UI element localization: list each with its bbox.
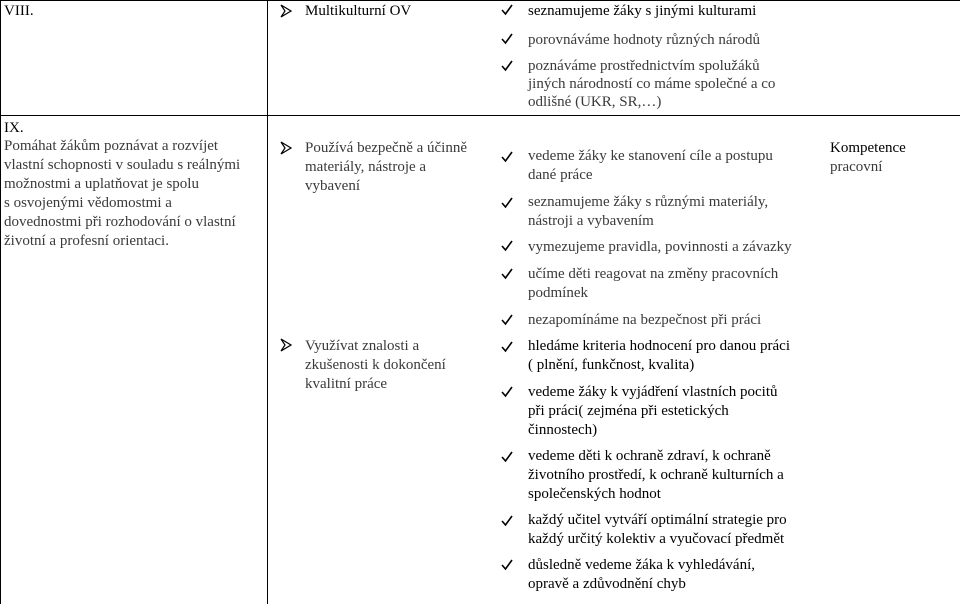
row9-g2-item-4-line-2: každý určitý kolektiv a vyučovací předmět — [528, 531, 785, 547]
table-border-left — [0, 0, 1, 604]
row9-goal-line-2: vlastní schopnosti v souladu s reálnými — [4, 157, 241, 173]
arrow-bullet-icon — [280, 141, 292, 155]
row9-competence-line-1: Kompetence — [830, 140, 906, 156]
check-bullet-icon — [501, 341, 513, 353]
row9-competence-line-2: pracovní — [830, 159, 883, 175]
row9-g1-item-1-line-1: vedeme žáky ke stanovení cíle a postupu — [528, 148, 773, 164]
check-bullet-icon — [501, 240, 513, 252]
row9-g2-item-2-line-3: činnostech) — [528, 422, 598, 438]
row9-g2-item-4-line-1: každý učitel vytváří optimální strategie pro — [528, 512, 787, 528]
row9-g1-item-5-line-1: nezapomínáme na bezpečnost při práci — [528, 312, 762, 328]
row9-output-1-line-2: materiály, nástroje a — [305, 159, 427, 175]
check-bullet-icon — [501, 451, 513, 463]
row9-goal-line-6: životní a profesní orientaci. — [4, 233, 169, 249]
row9-number: IX. — [4, 120, 24, 136]
row9-output-2-line-1: Využívat znalosti a — [305, 338, 420, 354]
row-divider — [0, 115, 960, 116]
check-bullet-icon — [501, 386, 513, 398]
row9-g1-item-1-line-2: dané práce — [528, 167, 593, 183]
check-bullet-icon — [501, 60, 513, 72]
check-bullet-icon — [501, 33, 513, 45]
row9-g2-item-5-line-1: důsledně vedeme žáka k vyhledávání, — [528, 557, 755, 573]
row9-g1-item-2-line-2: nástroji a vybavením — [528, 213, 654, 229]
check-bullet-icon — [501, 314, 513, 326]
arrow-bullet-icon — [280, 338, 292, 352]
row9-g2-item-3-line-2: životního prostředí, k ochraně kulturních a — [528, 467, 784, 483]
row8-item-3-line-3: odlišné (UKR, SR,…) — [528, 94, 662, 110]
row9-g2-item-1-line-2: ( plnění, funkčnost, kvalita) — [528, 357, 695, 373]
row8-section: Multikulturní OV — [305, 3, 412, 19]
row9-g1-item-4-line-1: učíme děti reagovat na změny pracovních — [528, 266, 779, 282]
row9-g2-item-5-line-2: opravě a zdůvodnění chyb — [528, 576, 686, 592]
check-bullet-icon — [501, 515, 513, 527]
row9-output-2-line-2: zkušenosti k dokončení — [305, 357, 446, 373]
row9-g2-item-3-line-3: společenských hodnot — [528, 486, 661, 502]
row9-g1-item-3-line-1: vymezujeme pravidla, povinnosti a závazky — [528, 239, 792, 255]
row9-goal-line-4: s osvojenými vědomostmi a — [4, 195, 172, 211]
row9-g2-item-2-line-2: při práci( zejména při estetických — [528, 403, 729, 419]
row9-output-1-line-3: vybavení — [305, 178, 360, 194]
row9-g2-item-1-line-1: hledáme kriteria hodnocení pro danou práci — [528, 338, 790, 354]
col-divider-1 — [267, 0, 268, 604]
row9-g1-item-2-line-1: seznamujeme žáky s různými materiály, — [528, 194, 769, 210]
check-bullet-icon — [501, 4, 513, 16]
row9-goal-line-5: dovednostmi při rozhodování o vlastní — [4, 214, 236, 230]
check-bullet-icon — [501, 268, 513, 280]
row8-item-1: seznamujeme žáky s jinými kulturami — [528, 3, 757, 19]
row9-output-2-line-3: kvalitní práce — [305, 376, 388, 392]
row9-goal-line-1: Pomáhat žákům poznávat a rozvíjet — [4, 138, 219, 154]
check-bullet-icon — [501, 197, 513, 209]
row8-item-2: porovnáváme hodnoty různých národů — [528, 32, 761, 48]
row9-g2-item-2-line-1: vedeme žáky k vyjádření vlastních pocitů — [528, 384, 778, 400]
table-border-top — [0, 0, 960, 1]
row9-g2-item-3-line-1: vedeme děti k ochraně zdraví, k ochraně — [528, 448, 771, 464]
row9-output-1-line-1: Používá bezpečně a účinně — [305, 140, 468, 156]
check-bullet-icon — [501, 151, 513, 163]
row9-goal-line-3: možnostmi a uplatňovat je spolu — [4, 176, 199, 192]
arrow-bullet-icon — [280, 4, 292, 18]
row8-item-3-line-1: poznáváme prostřednictvím spolužáků — [528, 58, 760, 74]
row9-g1-item-4-line-2: podmínek — [528, 285, 588, 301]
row8-item-3-line-2: jiných národností co máme společné a co — [528, 76, 776, 92]
check-bullet-icon — [501, 559, 513, 571]
row8-number: VIII. — [4, 3, 34, 19]
